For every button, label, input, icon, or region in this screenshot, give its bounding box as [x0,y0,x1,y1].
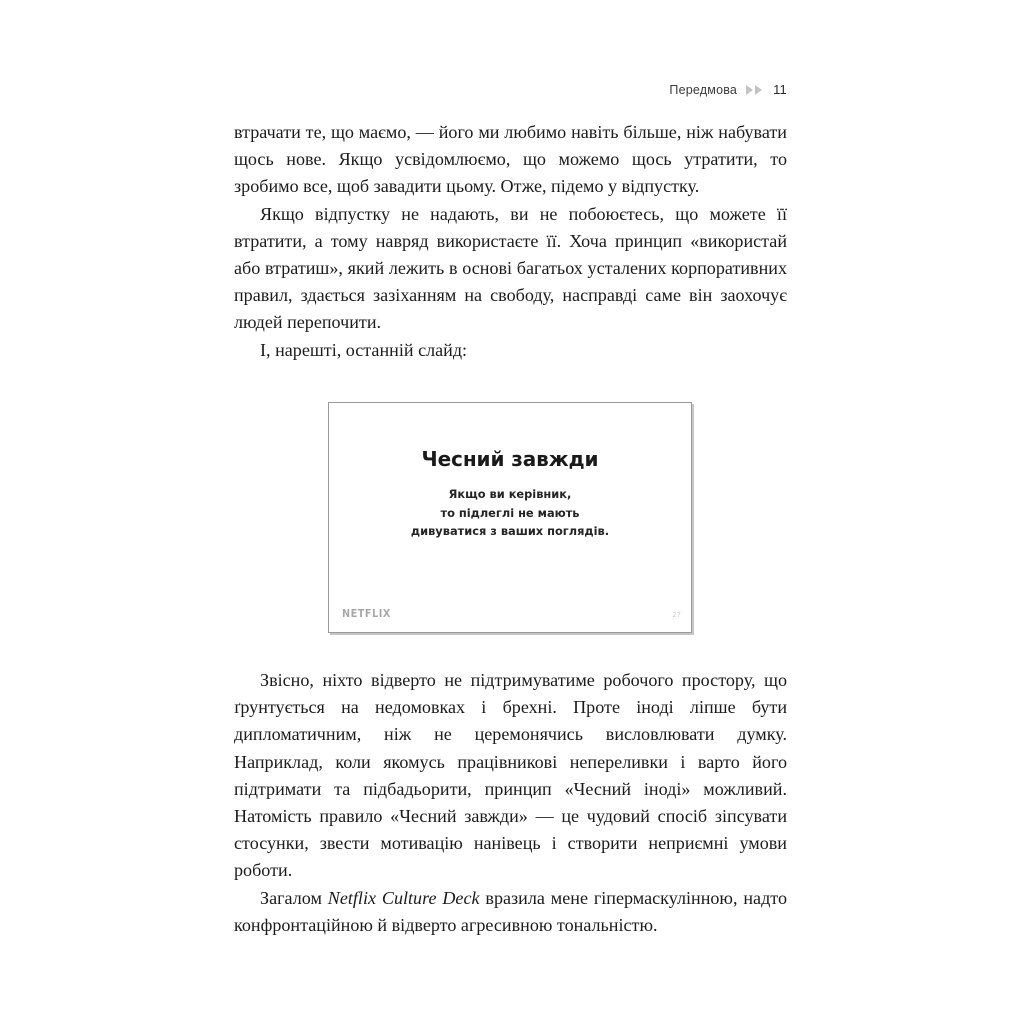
page-number: 11 [773,82,787,97]
double-triangle-right-icon [746,85,762,95]
netflix-slide [328,402,692,633]
paragraph-4: Звісно, ніхто відверто не підтримуватиме робочого простору, що ґрунтується на недомовках і брехні. Проте іноді ліпше бути дипломатичним, ніж не церемонячись висловлювати думку. Наприклад, коли якомусь працівникові неперeливки і варто його підтримати та підбадьорити, принцип «Чесний іноді» можливий. Натомість правило «Чесний завжди» — це чудовий спосіб зіпсувати стосунки, звести мотивацію нанівець і створити неприємні умови роботи. [234,670,787,881]
body-text-lower [234,667,787,939]
paragraph-1: втрачати те, що маємо, — його ми любимо навіть більше, ніж набувати щось нове. Якщо усвідомлюємо, що можемо щось утратити, то зробимо все, щоб завадити цьому. Отже, підемо у відпустку. [234,122,787,197]
slide-title: Чесний завжди [421,447,599,471]
slide-page-number: 27 [672,611,681,619]
paragraph-3: І, нарешті, останній слайд: [260,339,468,360]
slide-subtitle-line-2: то підлеглі не мають [440,505,580,520]
slide-subtitle-line-1: Якщо ви керівник, [448,487,572,501]
running-head-section-label: Передмова [669,82,738,97]
running-head [234,82,787,97]
paragraph-5-suffix: вразила мене гіпермаскулінною, надто конфронтаційною й відверто агресивною тональністю. [234,887,787,935]
netflix-logo: NETFLIX [342,607,391,620]
slide-subtitle-line-3: дивуватися з ваших поглядів. [410,524,610,538]
slide-text-block [329,447,691,541]
body-text-upper [234,119,787,364]
paragraph-5-prefix: Загалом [260,887,328,908]
paragraph-2: Якщо відпустку не надають, ви не побоюєтесь, що можете її втратити, а тому навряд використаєте її. Хоча принцип «використай або втратиш», який лежить в основі багатьох усталених корпоративних правил, здається зазіханням на свободу, насправді саме він заохочує людей перепочити. [234,203,787,333]
paragraph-5 [234,885,787,939]
slide-figure [328,402,692,633]
slide-subtitle [329,485,691,541]
paragraph-5-italic-title: Netflix Culture Deck [327,887,480,908]
